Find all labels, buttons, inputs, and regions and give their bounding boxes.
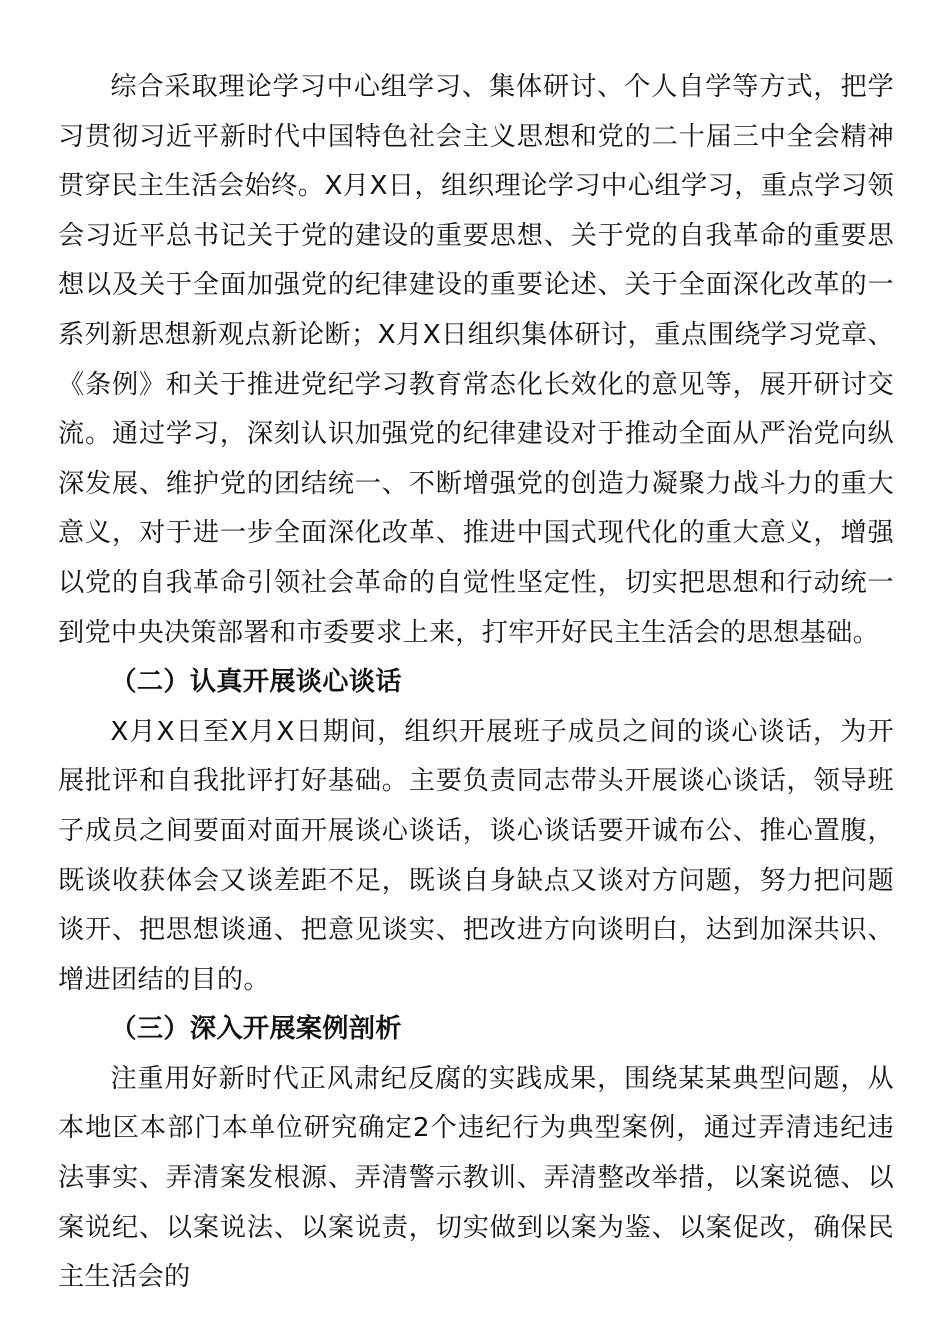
paragraph-study: 综合采取理论学习中心组学习、集体研讨、个人自学等方式，把学习贯彻习近平新时代中国特色社会主义思想和党的二十届三中全会精神贯穿民主生活会始终。X月X日，组织理论学习中心组学习，重点学习领会习近平总书记关于党的建设的重要思想、关于党的自我革命的重要思想以及关于全面加强党的纪律建设的重要论述、关于全面深化改革的一系列新思想新观点新论断；X月X日组织集体研讨，重点围绕学习党章、《条例》和关于推进党纪学习教育常态化长效化的意见等，展开研讨交流。通过学习，深刻认识加强党的纪律建设对于推动全面从严治党向纵深发展、维护党的团结统一、不断增强党的创造力凝聚力战斗力的重大意义，对于进一步全面深化改革、推进中国式现代化的重大意义，增强以党的自我革命引领社会革命的自觉性坚定性，切实把思想和行动统一到党中央决策部署和市委要求上来，打牢开好民主生活会的思想基础。 [58, 72, 894, 648]
section-heading-case-analysis: （三）深入开展案例剖析 [110, 1014, 402, 1045]
document-page [58, 63, 894, 1303]
paragraph-talks: X月X日至X月X日期间，组织开展班子成员之间的谈心谈话，为开展批评和自我批评打好基础。主要负责同志带头开展谈心谈话，领导班子成员之间要面对面开展谈心谈话，谈心谈话要开诚布公、推心置腹，既谈收获体会又谈差距不足，既谈自身缺点又谈对方问题，努力把问题谈开、把思想谈通、把意见谈实、把改进方向谈明白，达到加深共识、增进团结的目的。 [58, 716, 894, 995]
section-heading-talks: （二）认真开展谈心谈话 [110, 667, 402, 698]
paragraph-case-analysis: 注重用好新时代正风肃纪反腐的实践成果，围绕某某典型问题，从本地区本部门本单位研究确定2个违纪行为典型案例，通过弄清违纪违法事实、弄清案发根源、弄清警示教训、弄清整改举措，以案说德、以案说纪、以案说法、以案说责，切实做到以案为鉴、以案促改，确保民主生活会的 [58, 1063, 894, 1293]
